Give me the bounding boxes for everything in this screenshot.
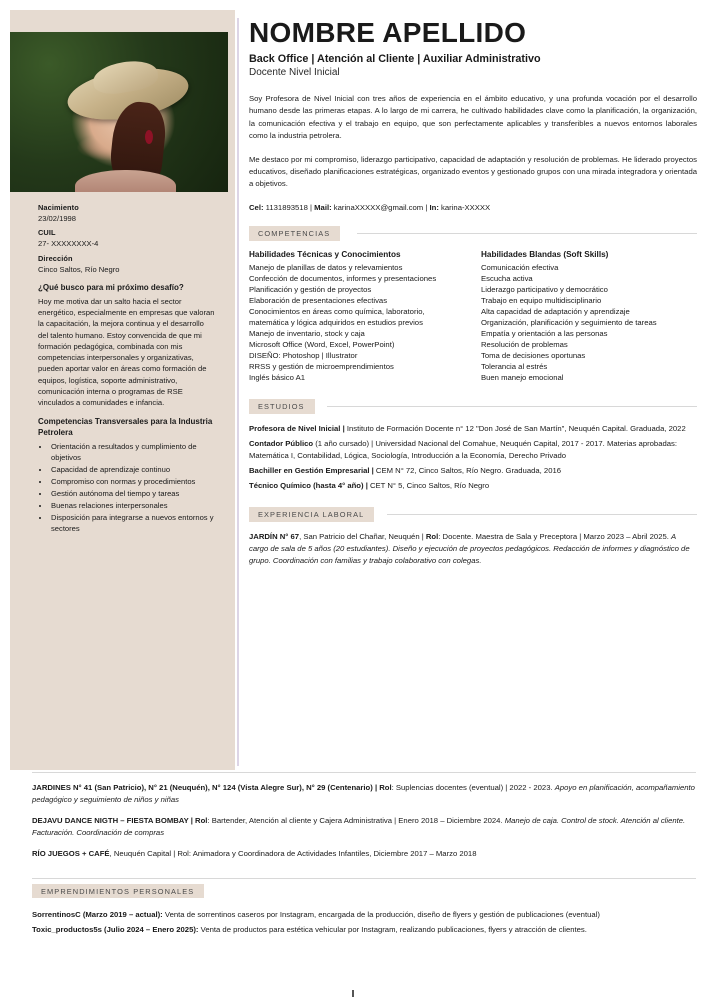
competencias-technical [249,250,465,383]
experience-entry-main [249,531,697,567]
competency-item: Empatía y orientación a las personas [481,328,608,338]
competency-item: Trabajo en equipo multidisciplinario [481,295,602,305]
competency-item: Tolerancia al estrés [481,361,548,371]
competency-item: Confección de documentos, informes y presentaciones [249,274,437,284]
headline-roles: Back Office | Atención al Cliente | Auxiliar Administrativo [249,52,541,65]
competencias-columns [249,250,697,383]
competency-item: Conocimientos en áreas como química, laboratorio, matemática y lógica adquiridos en estudios previos [249,306,425,327]
experience-entry [32,848,696,860]
photo-shoulder [75,170,175,192]
competencias-technical-title: Habilidades Técnicas y Conocimientos [249,250,401,260]
sidebar [10,10,235,770]
education-detail: CEM N° 72, Cinco Saltos, Río Negro. Graduada, 2016 [375,466,562,476]
summary-paragraph-2: Me destaco por mi compromiso, liderazgo participativo, capacidad de adaptación y resolución de problemas. He liderado proyectos educativos, diseñado planificaciones estratégicas, organizado eventos y gestionado grupos con una mirada integradora y orientada a objetivos. [249,154,697,189]
education-detail: (1 año cursado) | Universidad Nacional del Comahue, Neuquén Capital, 2017 - 2017. Materias aprobadas: Matemática I, Contabilidad, Lógica, Sociología, Introducción a la Economía, Derecho Privado [249,439,678,461]
competency-item: Organización, planificación y seguimiento de tareas [481,317,657,327]
contact-cel: 1131893518 [265,202,308,212]
education-degree: Contador Público [249,439,316,449]
section-header-experiencia [249,507,697,522]
competency-item: Comunicación efectiva [481,263,559,273]
competency-item: Elaboración de presentaciones efectivas [249,295,388,305]
experience-description: Manejo de caja. Control de stock. Atención al cliente. Facturación. Coordinación de compras [32,815,686,837]
summary-paragraph-1: Soy Profesora de Nivel Inicial con tres años de experiencia en el ámbito educativo, y una profunda vocación por el desarrollo humano desde las primeras etapas. A lo largo de mi carrera, he cultivado habilidades clave como la planificación, la organización, la comunicación efectiva y el trabajo en equipo, que son perfectamente aplicables y transferibles a nuevos entornos laborales como la industria petrolera. [249,93,697,141]
education-detail: CET N° 5, Cinco Saltos, Río Negro [370,481,490,491]
venture-name: Toxic_productos5s (Julio 2024 – Enero 2025): [32,924,199,934]
sidebar-content [38,204,216,535]
section-rule [327,406,697,407]
sidebar-divider [237,18,239,766]
wide-divider-bottom [32,878,696,879]
section-header-emprendimientos [32,884,696,899]
profile-photo-image [10,32,228,192]
section-rule [387,514,697,515]
education-degree: Profesora de Nivel Inicial | [249,424,347,434]
section-header-competencias [249,226,697,241]
transversal-skills-heading: Competencias Transversales para la Industria Petrolera [38,417,213,438]
education-entry [249,480,697,492]
experience-role-label: Rol [379,783,392,792]
competency-item: Toma de decisiones oportunas [481,350,586,360]
education-entry [249,438,697,462]
goal-text: Hoy me motiva dar un salto hacia el sector energético, especialmente en empresas que valoran la capacitación, la mejora continua y el desarrollo del talento humano. Estoy convencida de que mi formación pedagógica, combinada con mis competencias interpersonales y organizativas, pueden aportar valor en áreas como formación de equipos, logística, soporte administrativo, comunicación interna o programas de RSE vinculados a comunidades e infancia. [38,296,215,407]
venture-description: Venta de sorrentinos caseros por Instagram, encargada de la producción, diseño de flyers y gestión de publicaciones (eventual) [162,910,600,919]
list-item: • Compromiso con normas y procedimientos [50,476,216,487]
contact-sep-2: | [423,202,430,212]
experience-company: RÍO JUEGOS + CAFÉ [32,848,110,858]
competency-item: Manejo de inventario, stock y caja [249,328,365,338]
field-value-cuil: 27- XXXXXXXX-4 [38,239,99,249]
education-degree: Técnico Químico (hasta 4° año) | [249,481,370,491]
competency-item: Planificación y gestión de proyectos [249,285,372,295]
page-title: NOMBRE APELLIDO [249,17,527,48]
section-chip-experiencia: EXPERIENCIA LABORAL [249,507,374,521]
page-marker [352,990,354,997]
list-item: • Orientación a resultados y cumplimiento de objetivos [50,441,216,463]
list-item: • Disposición para integrarse a nuevos entornos y sectores [50,512,216,534]
contact-sep-1: | [307,202,315,212]
profile-photo [10,32,228,192]
competency-item: Microsoft Office (Word, Excel, PowerPoint) [249,339,395,349]
field-label-nacimiento: Nacimiento [38,203,79,212]
contact-line [249,202,697,214]
field-label-cuil: CUIL [38,228,56,238]
experience-description: Apoyo en planificación, acompañamiento pedagógico y seguimiento de niños y niñas [32,783,695,804]
experience-role: : Docente. Maestra de Sala y Preceptora | Marzo 2023 – Abril 2025. [438,532,672,542]
experience-wide-block [32,782,696,863]
education-degree: Bachiller en Gestión Empresarial | [249,466,376,476]
headline-secondary: Docente Nivel Inicial [249,67,340,79]
section-rule [357,233,697,234]
emprendimientos-block [32,884,696,939]
list-item: • Buenas relaciones interpersonales [50,500,216,511]
section-chip-emprendimientos: EMPRENDIMIENTOS PERSONALES [32,884,204,898]
estudios-list [249,423,697,492]
experience-company: JARDÍN N° 67 [249,532,300,542]
contact-mail-label: Mail: [314,202,332,212]
field-label-direccion: Dirección [38,253,73,263]
experience-description: A cargo de sala de 5 años (20 estudiantes). Diseño y ejecución de proyectos pedagógicos. Redacción de informes y diagnóstico de grupo. Coordinación con familias y trabajo colaborativo con colegas. [249,532,690,566]
venture-name: SorrentinosC (Marzo 2019 – actual): [32,910,163,919]
education-detail: Instituto de Formación Docente n° 12 "Don José de San Martín", Neuquén Capital. Graduada, 2022 [346,424,686,434]
contact-mail-value[interactable]: karinaXXXXX@gmail.com [333,202,424,212]
experience-entry [32,815,696,839]
wide-divider-top [32,772,696,773]
main-column [249,18,697,570]
experience-entry [32,782,696,806]
competencias-soft [481,250,697,383]
competency-item: Buen manejo emocional [481,372,564,382]
field-value-direccion: Cinco Saltos, Río Negro [38,264,120,274]
experience-role-label: Rol [195,815,208,825]
venture-entry [32,909,696,921]
competency-item: RRSS y gestión de microemprendimientos [249,361,394,371]
goal-heading: ¿Qué busco para mi próximo desafío? [38,283,184,293]
list-item: • Gestión autónoma del tiempo y tareas [50,488,216,499]
competency-item: Liderazgo participativo y democrático [481,285,608,295]
section-chip-estudios: ESTUDIOS [249,399,315,413]
contact-in-value[interactable]: karina-XXXXX [441,202,491,212]
competency-item: Manejo de planillas de datos y relevamientos [249,263,403,273]
education-entry [249,423,697,435]
photo-earring [145,130,153,144]
education-entry [249,465,697,477]
competency-item: Resolución de problemas [481,339,568,349]
competency-item: Escucha activa [481,274,533,284]
contact-cel-label: Cel: [249,202,264,212]
venture-entry [32,924,696,936]
venture-description: Venta de productos para estética vehicular por Instagram, realizando publicaciones, flyers y atracción de clientes. [198,924,587,934]
list-item: • Capacidad de aprendizaje continuo [50,464,216,475]
section-header-estudios [249,399,697,414]
experience-location: , San Patricio del Chañar, Neuquén | [299,532,426,542]
field-value-nacimiento: 23/02/1998 [38,213,77,223]
section-chip-competencias: COMPETENCIAS [249,226,340,240]
competency-item: Inglés básico A1 [249,372,305,382]
experience-role-label: Rol [425,532,439,542]
experience-role: : Suplencias docentes (eventual) | 2022 - 2023. [391,783,555,792]
contact-in-label: In: [429,202,439,212]
competencias-soft-title: Habilidades Blandas (Soft Skills) [481,250,609,260]
experience-role: : Bartender, Atención al cliente y Cajera Administrativa | Enero 2018 – Diciembre 2024. [207,815,505,825]
experience-role: , Neuquén Capital | Rol: Animadora y Coordinadora de Actividades Infantiles, Diciembre 2017 – Marzo 2018 [109,848,477,858]
competency-item: DISEÑO: Photoshop | Illustrator [249,350,358,360]
experience-company: DEJAVU DANCE NIGTH – FIESTA BOMBAY | [32,815,196,825]
competency-item: Alta capacidad de adaptación y aprendizaje [481,306,630,316]
transversal-skills-list [38,441,216,534]
experience-company: JARDINES N° 41 (San Patricio), N° 21 (Neuquén), N° 124 (Vista Alegre Sur), N° 29 (Centenario) | [32,783,380,792]
